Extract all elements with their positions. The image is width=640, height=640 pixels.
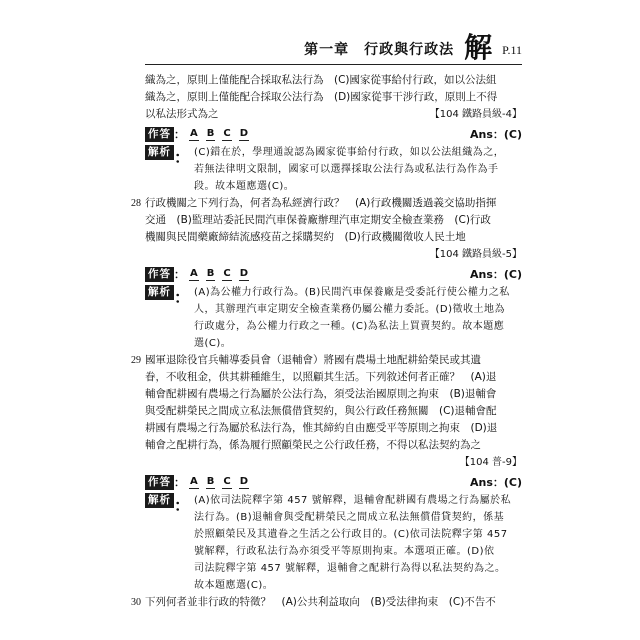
question-number: 30 <box>131 597 141 608</box>
label-colon: ： <box>174 128 185 141</box>
q27-answer: Ans：(C) <box>469 128 522 141</box>
label-colon: ： <box>174 148 191 167</box>
explain-line: 選(C)。 <box>194 338 232 349</box>
text-line: 眷，不收租金，供其耕種維生，以照顧其生活。下列敘述何者正確？ (A)退 <box>145 371 497 383</box>
option-c[interactable]: C <box>223 267 231 279</box>
label-colon: ： <box>174 496 191 515</box>
text-line: 耕國有農場之行為屬於私法行為，惟其締約自由應受平等原則之拘束 (D)退 <box>145 422 498 434</box>
explain-body <box>194 144 522 195</box>
text-line: 機關與民間藥廠締結流感疫苗之採購契約 (D)行政機關徵收人民土地 <box>145 231 466 243</box>
text-line <box>131 352 522 369</box>
header-rule <box>145 64 522 65</box>
q28-answer: Ans：(C) <box>469 268 522 281</box>
explain-line: 人，其辦理汽車定期安全檢查業務仍屬公權力委託。(D)徵收土地為 <box>194 304 506 315</box>
explain-body <box>194 492 522 594</box>
option-c[interactable]: C <box>223 475 231 487</box>
section-glyph: 解 <box>464 31 493 64</box>
option-c[interactable]: C <box>223 127 231 139</box>
option-a[interactable]: A <box>190 475 198 487</box>
explain-line: 行政處分，為公權力行政之一種。(C)為私法上買賣契約。故本題應 <box>194 321 505 332</box>
explain-line: (A)依司法院釋字第 457 號解釋，退輔會配耕國有農場之行為屬於私 <box>194 495 512 506</box>
option-b[interactable]: B <box>206 267 215 279</box>
explain-line: 故本題應選(C)。 <box>194 580 274 591</box>
label-colon: ： <box>174 288 191 307</box>
text-line: 輔會配耕國有農場之行為屬於公法行為，須受法治國原則之拘束 (B)退輔會 <box>145 388 497 400</box>
explain-line: 號解釋，行政私法行為亦須受平等原則拘束。本選項正確。(D)依 <box>194 546 495 557</box>
option-d[interactable]: D <box>239 267 249 279</box>
explain-label: 解析 <box>145 285 174 300</box>
q28-explanation <box>145 284 522 352</box>
label-colon: ： <box>174 476 185 489</box>
explain-line: 法行為。(B)退輔會與受配耕榮民之間成立私法無償借貸契約，係基 <box>194 512 505 523</box>
explain-label-wrap <box>145 144 194 167</box>
q28-answer-row <box>145 265 522 283</box>
text-line <box>131 594 522 611</box>
explain-label-wrap <box>145 492 194 515</box>
question-28 <box>131 195 522 246</box>
q29-source: 【104 普-9】 <box>459 457 522 468</box>
q29-answer: Ans：(C) <box>469 476 522 489</box>
explain-line: (C)錯在於，學理通說認為國家從事給付行政，如以公法組織為之， <box>194 147 505 158</box>
explain-body <box>194 284 522 352</box>
q27-source: 【104 鐵路員級-4】 <box>429 109 522 120</box>
text-line: 輔會之配耕行為，係為履行照顧榮民之公行政任務，不得以私法契約為之 <box>145 439 481 451</box>
option-a[interactable]: A <box>190 267 198 279</box>
answer-label: 作答 <box>145 475 174 490</box>
option-d[interactable]: D <box>239 475 249 487</box>
option-d[interactable]: D <box>239 127 249 139</box>
question-number: 29 <box>131 355 141 366</box>
explain-line: 司法院釋字第 457 號解釋，退輔會之配耕行為得以私法契約為之。 <box>194 563 506 574</box>
text-line <box>131 195 522 212</box>
text-line: 以私法形式為之 <box>145 108 219 120</box>
question-text: 國軍退除役官兵輔導委員會（退輔會）將國有農場土地配耕給榮民或其遺 <box>145 354 481 366</box>
text-line: 與受配耕榮民之間成立私法無償借貸契約，與公行政任務無關 (C)退輔會配 <box>145 405 497 417</box>
answer-label: 作答 <box>145 127 174 142</box>
question-text: 下列何者並非行政的特徵？ (A)公共利益取向 (B)受法律拘束 (C)不告不 <box>145 596 496 608</box>
option-a[interactable]: A <box>190 127 198 139</box>
explain-line: 於照顧榮民及其遺眷之生活之公行政目的。(C)依司法院釋字第 457 <box>194 529 508 540</box>
answer-options <box>189 128 249 141</box>
text-line: 織為之，原則上僅能配合採取私法行為 (C)國家從事給付行政，如以公法組 <box>145 74 497 86</box>
page-header <box>304 32 522 62</box>
page-number: P.11 <box>502 43 522 57</box>
explain-line: (A)為公權力行政行為。(B)民間汽車保養廠是受委託行使公權力之私 <box>194 287 510 298</box>
option-b[interactable]: B <box>206 127 215 139</box>
explain-label: 解析 <box>145 145 174 160</box>
answer-options <box>189 476 249 489</box>
question-29 <box>131 352 522 454</box>
chapter-title: 第一章 行政與行政法 <box>304 42 455 58</box>
answer-label: 作答 <box>145 267 174 282</box>
label-colon: ： <box>174 268 185 281</box>
text-line: 織為之，原則上僅能配合採取公法行為 (D)國家從事干涉行政，原則上不得 <box>145 91 498 103</box>
q29-answer-row <box>145 473 522 491</box>
option-b[interactable]: B <box>206 475 215 487</box>
question-30 <box>131 594 522 611</box>
question-number: 28 <box>131 198 141 209</box>
explain-line: 若無法律明文限制，國家可以選擇採取公法行為或私法行為作為手 <box>194 164 499 175</box>
text-line: 交通 (B)監理站委託民間汽車保養廠辦理汽車定期安全檢查業務 (C)行政 <box>145 214 491 226</box>
explain-line: 段。故本題應選(C)。 <box>194 181 295 192</box>
explain-label-wrap <box>145 284 194 307</box>
question-text: 行政機關之下列行為，何者為私經濟行政？ (A)行政機關透過義交協助指揮 <box>145 197 497 209</box>
q27-answer-row <box>145 125 522 143</box>
q28-source: 【104 鐵路員級-5】 <box>429 249 522 260</box>
answer-options <box>189 268 249 281</box>
q29-explanation <box>145 492 522 594</box>
q27-explanation <box>145 144 522 195</box>
content <box>131 72 522 611</box>
explain-label: 解析 <box>145 493 174 508</box>
